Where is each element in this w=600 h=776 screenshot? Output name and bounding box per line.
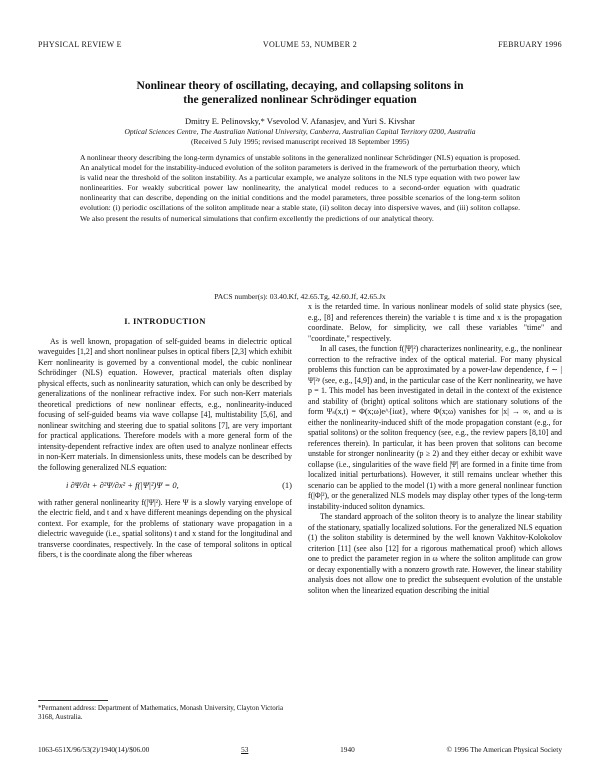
volume-number: VOLUME 53, NUMBER 2 [262,40,358,49]
equation-1 [38,480,292,491]
pacs-numbers: PACS number(s): 03.40.Kf, 42.65.Tg, 42.60.Jf, 42.65.Jx [214,292,386,301]
footnote: *Permanent address: Department of Mathematics, Monash University, Clayton Victoria 3168, Australia. [38,704,284,721]
section-heading-introduction: I. INTRODUCTION [124,316,206,326]
volume-page-number: 53 [241,745,249,754]
page-number: 1940 [340,745,355,754]
title-line-2: the generalized nonlinear Schrödinger equation [183,94,417,106]
page-footer [38,745,562,754]
intro-paragraph-3: x is the retarded time. In various nonlinear models of solid state physics (see, e.g., [8] and references therein) the variable t is time and x is the propagation coordinate. Below, for simplicity, we call these variables "time" and "coordinate," respectively. [308,302,562,343]
running-header [38,40,562,49]
equation-number: (1) [282,480,292,490]
title-line-1: Nonlinear theory of oscillating, decaying, and collapsing solitons in [136,80,464,92]
equation-body: i ∂Ψ/∂t + ∂²Ψ/∂x² + f(|Ψ|²)Ψ = 0, [66,480,179,490]
copyright: © 1996 The American Physical Society [446,745,562,754]
paper-title [60,79,540,107]
received-dates: (Received 5 July 1995; revised manuscript received 18 September 1995) [190,137,410,146]
intro-paragraph-1: As is well known, propagation of self-guided beams in dielectric optical waveguides [1,2] and short nonlinear pulses in optical fibers [2,3] which exhibit Kerr nonlinearity is governed by a conventional model, the cubic nonlinear Schrödinger (NLS) equation. However, practical materials often display physical effects, such as nonlinearity saturation, which can only be described by generalizations of the nonlinear refractive index. For such non-Kerr materials theoretical predictions of new nonlinear effects, e.g., nonlinearity-induced focusing of self-guided beams via wave collapse [4], multistability [5,6], and nonlinear switching and steering due to spatial solitons [7], are very important for practical applications. Therefore models with a more general form of the intensity-dependent refractive index are often used to analyze nonlinear effects in non-Kerr materials. In dimensionless units, these models can be described by the following generalized NLS equation: [38,336,292,472]
article-code: 1063-651X/96/53(2)/1940(14)/$06.00 [38,745,150,754]
intro-paragraph-2: with rather general nonlinearity f(|Ψ|²). Here Ψ is a slowly varying envelope of the electric field, and t and x have different meanings depending on the physical context. For example, for the problems of stationary wave propagation in a dielectric waveguide (i.e., spatial solitons) t and x stand for the longitudinal and transverse coordinates, respectively. In the case of temporal solitons in optical fibers, t is the coordinate along the fiber whereas [38,497,292,559]
author-list: Dmitry E. Pelinovsky,* Vsevolod V. Afanasjev, and Yuri S. Kivshar [185,116,415,126]
affiliation: Optical Sciences Centre, The Australian National University, Canberra, Australian Capital Territory 0200, Australia [124,127,476,136]
issue-date: FEBRUARY 1996 [498,40,562,49]
intro-paragraph-5: The standard approach of the soliton theory is to analyze the linear stability of the stationary, spatially localized solutions. For the generalized NLS equation (1) the soliton stability is determined by the well known Vakhitov-Kolokolov criterion [11] (see also [12] for a rigorous mathematical proof) which allows one to predict the parameter region in ω where the soliton amplitude can grow or decay exponentially with a nonzero growth rate. However, the linear stability analysis does not allow one to predict the subsequent evolution of the unstable soliton when the linearized equation describing the initial [308,512,562,595]
left-column [38,316,292,561]
footnote-rule [38,700,108,701]
abstract: A nonlinear theory describing the long-term dynamics of unstable solitons in the generalized nonlinear Schrödinger (NLS) equation is proposed. An analytical model for the instability-induced evolution of the soliton parameters is derived in the framework of the perturbation theory, which is valid near the threshold of the soliton instability. As a particular example, we analyze solitons in the NLS type equation with two power law nonlinearities. For weakly subcritical power law nonlinearity, the analytical model reduces to a second-order equation with quadratic nonlinearity that can describe, depending on the initial conditions and the model parameters, three possible scenarios of the long-term soliton evolution: (i) periodic oscillations of the soliton amplitude near a stable state, (ii) soliton decay into dispersive waves, and (iii) soliton collapse. We also present the results of numerical simulations that confirm excellently the predictions of our analytical theory. [80,153,520,223]
journal-name: PHYSICAL REVIEW E [38,40,122,49]
right-column [308,302,562,596]
intro-paragraph-4: In all cases, the function f(|Ψ|²) characterizes nonlinearity, e.g., the nonlinear correction to the refractive index of the optical material. For many physical problems this function can be approximated by a power-law dependence, f ∼ |Ψ|²ᵖ (see, e.g., [4,9]) and, in the particular case of the Kerr nonlinearity, we have p = 1. This model has been investigated in detail in the context of the existence and stability of (bright) optical solitons which are stationary solutions of the form Ψₛ(x,t) = Φ(x;ω)e^{iωt}, where Φ(x;ω) vanishes for |x| → ∞, and ω is either the nonlinearity-induced shift of the mode propagation constant (e.g., for spatial solitons) or the soliton frequency (see, e.g., the review papers [8,10] and references therein). In particular, it has been proven that solitons can become unstable for stronger nonlinearity (p ≥ 2) and they either decay or exhibit wave collapse (i.e., singularities of the wave field |Ψ| are formed in a finite time from localized initial perturbations). However, it still remains unclear whether this scenario can be applied to the model (1) with a more general nonlinear function f(|Φ|²), or the generalized NLS models may display other types of the long-term instability-induced soliton dynamics. [308,344,562,511]
